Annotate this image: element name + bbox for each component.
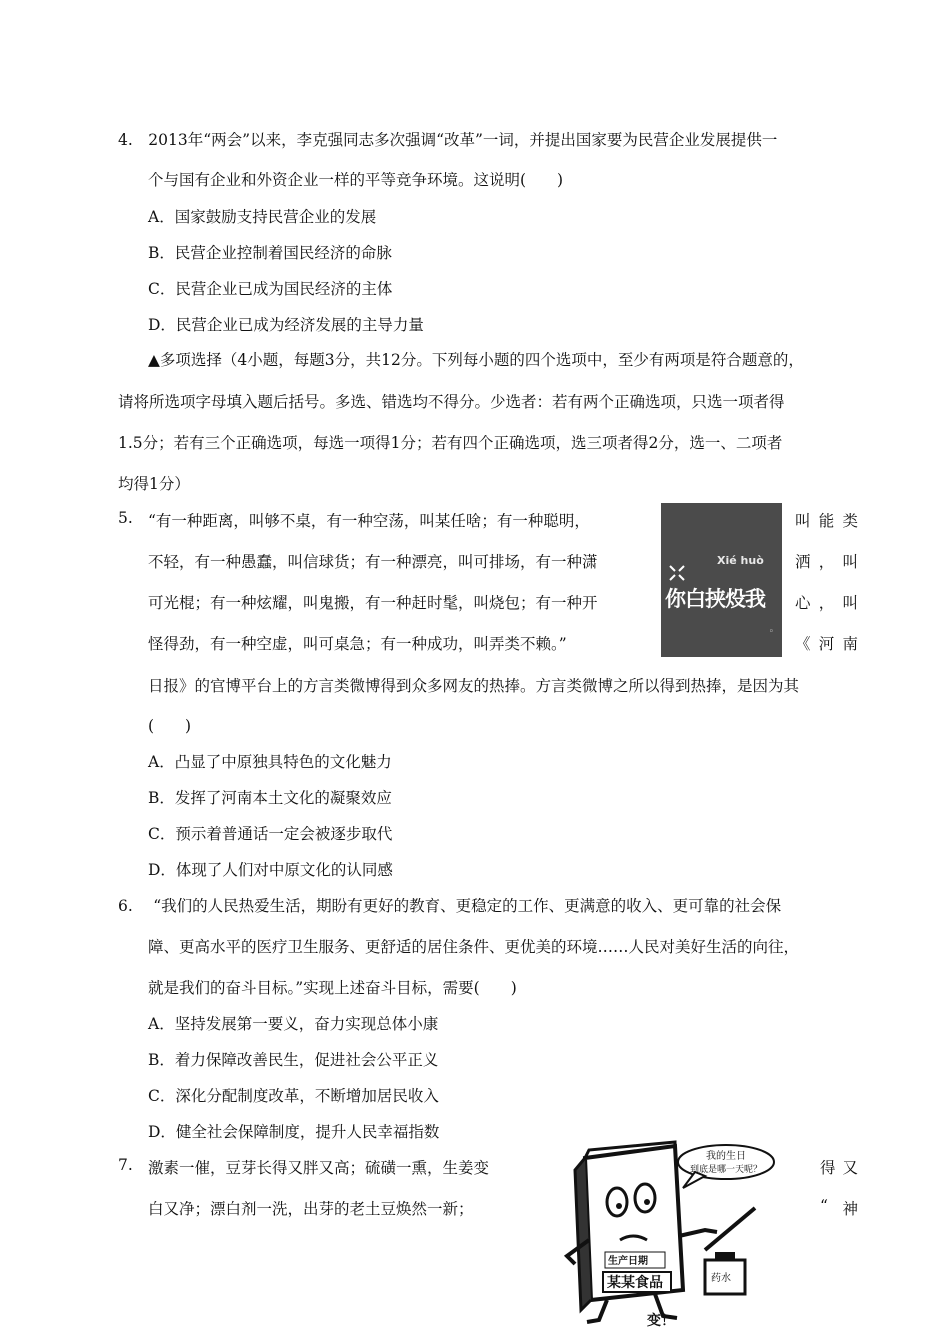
q5-row1-right-0: 叫 [795,512,811,530]
q5-option-d: D．体现了人们对中原文化的认同感 [148,861,393,879]
instructions-line3: 1.5分；若有三个正确选项，每选一项得1分；若有四个正确选项，选三项者得2分，选一、二项者 [118,434,783,452]
q5-row1-right-1: 能 [818,512,835,530]
q5-number: 5. [118,509,133,527]
q5-row3-right-0: 心 [795,594,811,612]
q4-option-d: D．民营企业已成为经济发展的主导力量 [148,316,424,334]
q6-stem-line3: 就是我们的奋斗目标。”实现上述奋斗目标，需要( ) [148,979,517,997]
image-mark: ◦ [768,627,774,637]
q6-stem-line2: 障、更高水平的医疗卫生服务、更舒适的居住条件、更优美的环境……人民对美好生活的向往， [148,938,800,956]
q5-row4-left: 怪得劲，有一种空虚，叫可桌急；有一种成功，叫弄类不赖。” [148,635,567,653]
q6-option-a: A．坚持发展第一要义，奋力实现总体小康 [148,1015,439,1033]
cartoon-caption: 变！ [647,1313,675,1329]
q5-row2-right-2: 叫 [842,553,858,571]
q5-row3-right-1: ， [818,594,835,612]
q5-row2-right-0: 洒 [795,553,811,571]
q5-row2-left: 不轻，有一种愚蠢，叫信球货；有一种漂亮，叫可排场，有一种潇 [148,553,598,571]
q4-option-a: A．国家鼓励支持民营企业的发展 [148,208,377,226]
q7-number: 7. [118,1156,133,1174]
q6-option-d: D．健全社会保障制度，提升人民幸福指数 [148,1123,440,1141]
label-ink: 药水 [711,1273,731,1284]
q7-row1-right-0: 得 [820,1159,836,1177]
q6-stem-line1: 6. “我们的人民热爱生活，期盼有更好的教育、更稳定的工作、更满意的收入、更可靠的社会保 [118,897,782,915]
instructions-line4: 均得1分） [118,475,190,493]
q5-row1-left: “有一种距离，叫够不桌，有一种空荡，叫某任啥；有一种聪明， [148,512,590,530]
q4-option-c: C．民营企业已成为国民经济的主体 [148,280,393,298]
q7-row2-right-1: 神 [842,1200,858,1218]
q7-row2-left: 白又净；漂白剂一洗，出芽的老土豆焕然一新； [148,1200,474,1218]
q5-option-a: A．凸显了中原独具特色的文化魅力 [148,753,392,771]
q5-option-c: C．预示着普通话一定会被逐步取代 [148,825,393,843]
q5-row3-right-2: 叫 [842,594,858,612]
q5-stem-line5: 日报》的官博平台上的方言类微博得到众多网友的热捧。方言类微博之所以得到热捧，是因为其 [148,677,800,695]
q5-row4-right-0: 《 [795,635,811,653]
q5-row1-right [795,509,858,531]
right-eye [635,1184,655,1212]
q5-option-b: B．发挥了河南本土文化的凝聚效应 [148,789,392,807]
instructions-line2: 请将所选项字母填入题后括号。多选、错选均不得分。少选者：若有两个正确选项，只选一项者得 [118,393,785,411]
q5-row4-right-2: 南 [842,635,858,653]
q7-row2-right [820,1197,858,1219]
dialect-weibo-image [661,503,782,657]
q6-option-c: C．深化分配制度改革，不断增加居民收入 [148,1087,439,1105]
food-date-cartoon [555,1140,780,1330]
pen-icon [705,1208,755,1250]
q5-row3-right [795,591,858,613]
q5-row2-right [795,550,858,572]
q4-stem-line1: 4. 2013年“两会”以来，李克强同志多次强调“改革”一词，并提出国家要为民营企业发展提供一 [118,131,778,149]
q7-row1-right [820,1156,858,1178]
q5-row3-left: 可光棍；有一种炫耀，叫鬼搬，有一种赶时髦，叫烧包；有一种开 [148,594,598,612]
q7-row1-left: 激素一催，豆芽长得又胖又高；硫磺一熏，生姜变 [148,1159,490,1177]
left-eye [607,1188,627,1216]
q4-stem-line2: 个与国有企业和外资企业一样的平等竞争环境。这说明( ) [148,171,564,189]
bubble-text-1: 我的生日 [706,1151,746,1162]
image-slogan: 你白挟炈我 [665,587,765,611]
instructions-line1: ▲多项选择（4小题，每题3分，共12分。下列每小题的四个选项中，至少有两项是符合题意的， [148,351,804,369]
image-pinyin: Xié huò [717,554,764,567]
label-food-name: 某某食品 [607,1275,663,1291]
q5-stem-line6: ( ) [148,717,192,735]
q5-row1-right-2: 类 [842,512,858,530]
q4-option-b: B．民营企业控制着国民经济的命脉 [148,244,392,262]
q5-row2-right-1: ， [818,553,835,571]
label-production-date: 生产日期 [608,1256,648,1267]
q7-row1-right-1: 又 [842,1159,858,1177]
q5-row4-right [795,632,858,654]
q5-row4-right-1: 河 [818,635,835,653]
q7-row2-right-0: “ [820,1197,828,1215]
q6-option-b: B．着力保障改善民生，促进社会公平正义 [148,1051,439,1069]
burst-icon [667,563,687,583]
bubble-text-2: 到底是哪一天呢？ [689,1165,763,1175]
